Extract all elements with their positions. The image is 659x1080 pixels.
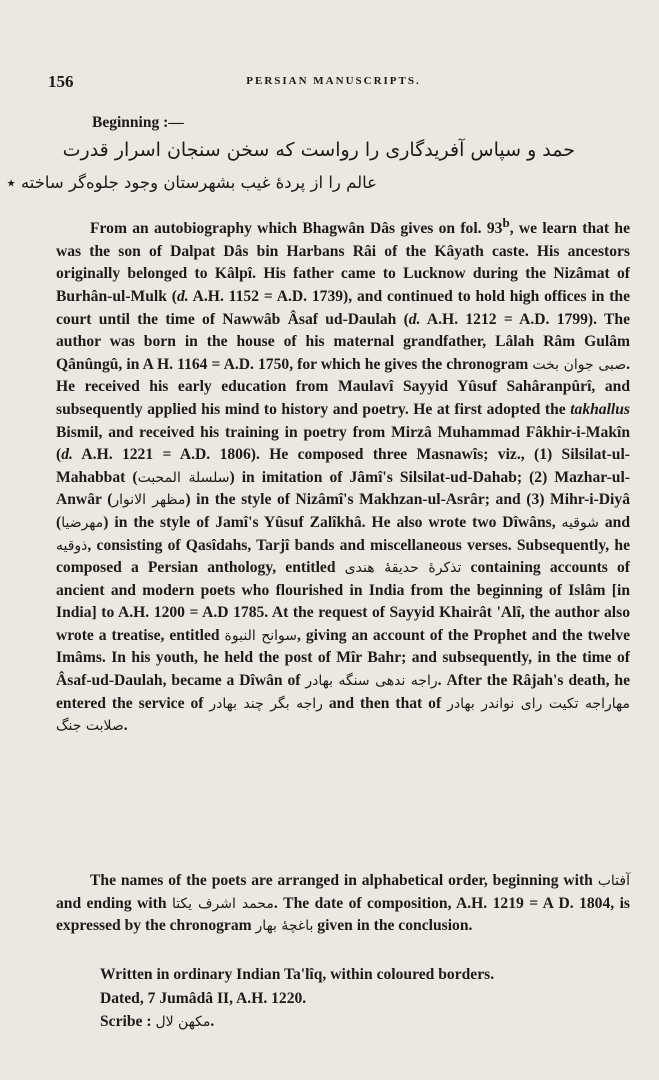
italic-run: d. [176,287,189,305]
arabic-run: سلسلة المحبت [137,469,230,486]
arabic-run: ذوقیه [56,537,88,554]
poets-order-paragraph [56,870,630,938]
arabic-run: مهاراجه تکیت رای نواندر بهادر صلابت جنگ [56,695,630,735]
text-run: . After the Râjah's death, he entered the service of [56,672,630,712]
arabic-run: آفتاب [597,873,630,889]
arabic-run: باغچهٔ بهار [255,918,314,935]
scribe-name: مکهن لال [155,1014,211,1030]
dated-line: Dated, 7 Jumâdâ II, A.H. 1220. [100,989,307,1007]
text-run: , giving an account of the Prophet and the twelve Imâms. In his youth, he held the post of Mîr Bahr; and subsequently, in the time of Âsaf-ud-Daulah, became a Dîwân of [56,626,630,690]
beginning-label: Beginning :— [92,114,184,131]
superscript: b [502,215,510,230]
arabic-run: راجه بگر چند بهادر [209,695,323,712]
persian-opening-line-2: عالم را از پردهٔ غیب بشهرستان وجود جلوه‌گر ساخته ٭ [6,173,377,192]
italic-run: d. [408,310,421,328]
italic-run: d. [61,446,73,464]
arabic-run: تذکرهٔ حدیقهٔ هندی [344,560,462,577]
written-line: Written in ordinary Indian Ta'lîq, within coloured borders. [100,966,495,983]
text-run: A.H. 1152 = A.D. 1739), and continued to hold high offices in the court until the time of Nawwâb Âsaf ud-Daulah ( [56,287,631,328]
text-run: , we learn that he was the son of Dalpat Dâs bin Harbans Râi of the Kâyath caste. His ancestors originally belonged to Kâlpî. His father came to Lucknow during the Nizâmat of Burhân-ul-Mulk ( [56,220,630,305]
arabic-run: مظهر الانوار [112,492,186,509]
text-run: The names of the poets are arranged in alphabetical order, beginning with [90,872,598,889]
text-run: . He received his early education from Maulavî Sayyid Yûsuf Sahâranpûrî, and subsequently applied his mind to history and poetry. He at first adopted the [56,355,631,418]
arabic-run: سوانح النبوة [224,627,297,644]
main-paragraph [56,212,630,738]
arabic-run: راجه ندهی سنگه بهادر [305,673,438,690]
arabic-run: صبی جوان بخت [532,356,627,373]
running-head: PERSIAN MANUSCRIPTS. [246,75,421,87]
text-run: , consisting of Qasîdahs, Tarjî bands and miscellaneous verses. Subsequently, he composed a Persian anthology, entitled [56,536,630,577]
text-run: ) in the style of Nizâmî's Makhzan-ul-Asrâr; and (3) Mihr-i-Diyâ ( [56,491,630,531]
italic-run: takhallus [570,400,630,418]
persian-opening-line-1: حمد و سپاس آفریدگاری را رواست که سخن سنجان اسرار قدرت [62,139,575,161]
text-run: ) in the style of Jamî's Yûsuf Zalîkhâ. He also wrote two Dîwâns, [103,513,562,531]
text-run: and then that of [322,694,448,712]
manuscript-details [100,963,494,1035]
text-run: containing accounts of ancient and modern poets who flourished in India from the beginning of Islâm [in India] to A.H. 1200 = A.D 1785. At the request of Sayyid Khairât 'Alî, the author also wrote a treatise, entitled [56,559,630,644]
text-run: ) in imitation of Jâmî's Silsilat-ud-Dahab; (2) Mazhar-ul-Anwâr ( [56,468,630,509]
text-run: and ending with [56,894,172,912]
text-run: . [123,717,128,735]
page-header [48,72,619,92]
text-run: A.H. 1212 = A.D. 1799). The author was born in the house of his maternal grandfather, Lâlah Râm Gulâm Qânûngû, in A H. 1164 = A.D. 1750, for which he gives the chronogram [56,310,630,373]
arabic-run: مهرضیا [61,514,104,531]
scribe-line [100,1010,494,1035]
text-run: A.H. 1221 = A.D. 1806). He composed three Masnawîs; viz., (1) Silsilat-ul-Mahabbat ( [56,446,630,486]
arabic-run: محمد اشرف یکتا [171,895,274,912]
text-run: given in the conclusion. [313,917,473,935]
text-run: From an autobiography which Bhagwân Dâs gives on fol. 93 [90,220,503,238]
scribe-end: . [210,1013,215,1030]
text-run: and [598,513,630,531]
page-number: 156 [48,72,74,91]
text-run: . The date of composition, A.H. 1219 = A D. 1804, is expressed by the chronogram [56,894,630,935]
arabic-run: شوقیه [561,514,599,531]
text-run: Bismil, and received his training in poetry from Mirzâ Muhammad Fâkhir-i-Makîn ( [56,423,630,464]
scribe-label: Scribe : [100,1013,152,1030]
